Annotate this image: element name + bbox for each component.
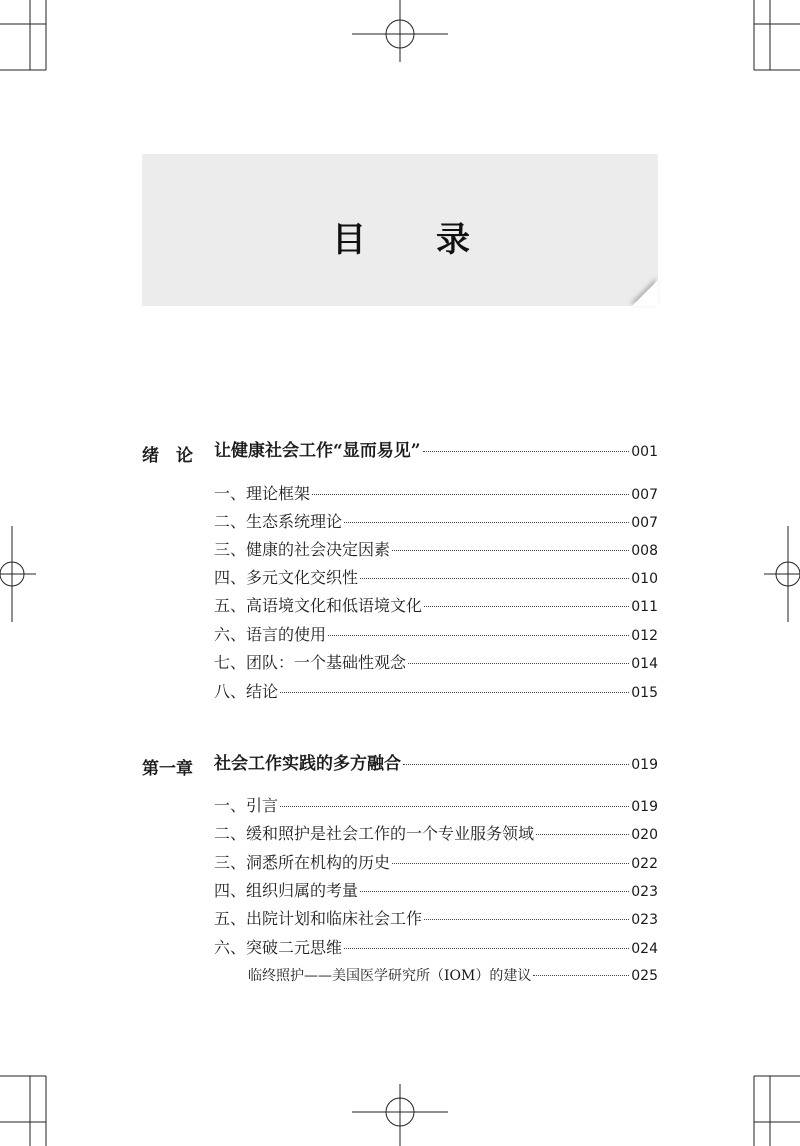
toc-item[interactable]: [214, 853, 658, 874]
page-number: 023: [631, 912, 658, 928]
item-title: 六、语言的使用: [214, 625, 327, 644]
dot-leader: [408, 663, 629, 664]
toc-chapter-intro[interactable]: [214, 441, 658, 462]
dot-leader: [344, 948, 629, 949]
dot-leader: [536, 834, 629, 835]
page-number: 020: [631, 827, 658, 843]
item-title: 一、理论框架: [214, 484, 311, 503]
toc-item[interactable]: [214, 824, 658, 845]
item-title: 二、缓和照护是社会工作的一个专业服务领域: [214, 824, 535, 843]
toc-item[interactable]: [214, 540, 658, 561]
page-number: 007: [631, 515, 658, 531]
toc-item[interactable]: [214, 653, 658, 674]
page-number: 025: [631, 968, 658, 984]
dot-leader: [392, 550, 629, 551]
page-number: 015: [631, 685, 658, 701]
page-number: 024: [631, 941, 658, 957]
toc-item[interactable]: [214, 484, 658, 505]
page-number: 001: [631, 444, 658, 460]
item-title: 三、洞悉所在机构的历史: [214, 853, 391, 872]
dot-leader: [280, 692, 629, 693]
toc-chapter-1[interactable]: [214, 754, 658, 775]
dot-leader: [392, 863, 629, 864]
dot-leader: [360, 891, 629, 892]
subitem-title: 临终照护——美国医学研究所（IOM）的建议: [248, 968, 532, 984]
toc-subitem[interactable]: [248, 966, 658, 986]
dot-leader: [424, 919, 629, 920]
page-number: 008: [631, 543, 658, 559]
chapter-label-intro: 绪 论: [142, 446, 193, 466]
page-number: 023: [631, 884, 658, 900]
page-number: 019: [631, 799, 658, 815]
dot-leader: [328, 635, 629, 636]
chapter-label-1: 第一章: [142, 759, 193, 779]
toc-item[interactable]: [214, 938, 658, 959]
dot-leader: [312, 494, 629, 495]
page-number: 007: [631, 487, 658, 503]
toc-item[interactable]: [214, 596, 658, 617]
page-number: 022: [631, 856, 658, 872]
item-title: 一、引言: [214, 796, 279, 815]
item-title: 二、生态系统理论: [214, 512, 343, 531]
toc-item[interactable]: [214, 796, 658, 817]
page-number: 012: [631, 628, 658, 644]
page-number: 019: [631, 757, 658, 773]
toc-item[interactable]: [214, 568, 658, 589]
toc-heading-char-1: 目: [332, 220, 366, 260]
dot-leader: [424, 606, 629, 607]
item-title: 七、团队：一个基础性观念: [214, 653, 407, 672]
item-title: 八、结论: [214, 682, 279, 701]
page-number: 010: [631, 571, 658, 587]
item-title: 五、高语境文化和低语境文化: [214, 596, 423, 615]
toc-heading-char-2: 录: [436, 220, 470, 260]
page-curl-decoration: [632, 254, 658, 306]
toc-item[interactable]: [214, 909, 658, 930]
toc-item[interactable]: [214, 881, 658, 902]
toc-item[interactable]: [214, 682, 658, 703]
item-title: 六、突破二元思维: [214, 938, 343, 957]
dot-leader: [280, 806, 629, 807]
chapter-title: 让健康社会工作“显而易见”: [214, 441, 421, 461]
item-title: 三、健康的社会决定因素: [214, 540, 391, 559]
chapter-title: 社会工作实践的多方融合: [214, 754, 401, 774]
item-title: 五、出院计划和临床社会工作: [214, 909, 423, 928]
toc-item[interactable]: [214, 625, 658, 646]
page-number: 014: [631, 656, 658, 672]
toc-heading-box: [142, 154, 658, 306]
toc-item[interactable]: [214, 512, 658, 533]
dot-leader: [423, 451, 630, 452]
dot-leader: [403, 764, 629, 765]
item-title: 四、多元文化交织性: [214, 568, 359, 587]
item-title: 四、组织归属的考量: [214, 881, 359, 900]
page-number: 011: [631, 599, 658, 615]
dot-leader: [533, 975, 629, 976]
dot-leader: [344, 522, 629, 523]
dot-leader: [360, 578, 629, 579]
